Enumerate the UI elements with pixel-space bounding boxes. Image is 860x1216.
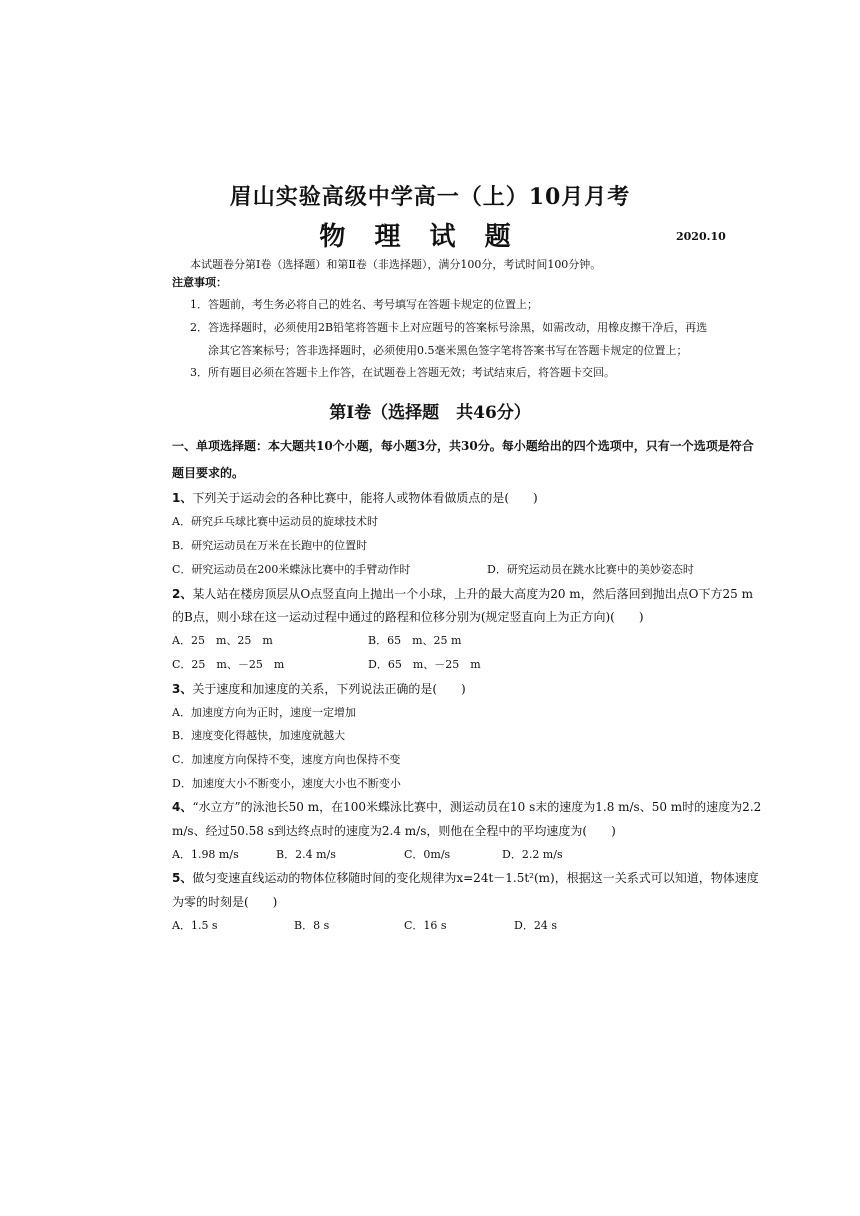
question-stem: 下列关于运动会的各种比赛中，能将人或物体看做质点的是( ) <box>192 491 538 505</box>
notice-item-3: 3．所有题目必须在答题卡上作答，在试题卷上答题无效；考试结束后，将答题卡交回。 <box>190 366 615 379</box>
part-heading-line2: 题目要求的。 <box>172 466 245 480</box>
notice-item-2: 2．答选择题时，必须使用2B铅笔将答题卡上对应题号的答案标号涂黑，如需改动，用橡皮擦干净后，再选 <box>190 321 708 334</box>
question-4 <box>172 798 761 815</box>
q4-option-b: B．2.4 m/s <box>276 848 336 861</box>
part-heading-line1: 一、单项选择题：本大题共10个小题，每小题3分，共30分。每小题给出的四个选项中，只有一个选项是符合 <box>172 439 754 453</box>
question-number: 2、 <box>172 587 193 601</box>
q3-option-b: B．速度变化得越快，加速度就越大 <box>172 729 346 742</box>
question-stem: 关于速度和加速度的关系，下列说法正确的是( ) <box>192 682 466 696</box>
question-3 <box>172 680 466 697</box>
q3-option-c: C．加速度方向保持不变，速度方向也保持不变 <box>172 753 401 766</box>
q3-option-d: D．加速度大小不断变小，速度大小也不断变小 <box>172 777 401 790</box>
q4-option-c: C．0m/s <box>404 848 451 861</box>
q5-option-d: D．24 s <box>514 919 557 932</box>
section-title: 第Ⅰ卷（选择题 共46分） <box>329 403 531 423</box>
exam-school-title: 眉山实验高级中学高一（上）10月月考 <box>229 184 631 210</box>
q2-option-d: D．65 m、－25 m <box>368 658 481 671</box>
exam-intro: 本试题卷分第Ⅰ卷（选择题）和第Ⅱ卷（非选择题），满分100分，考试时间100分钟。 <box>190 258 602 271</box>
exam-date: 2020.10 <box>676 230 726 243</box>
question-stem: “水立方”的泳池长50 m，在100米蝶泳比赛中，测运动员在10 s末的速度为1.8 m/s、50 m时的速度为2.2 <box>192 800 762 814</box>
q2-option-c: C．25 m、－25 m <box>172 658 285 671</box>
q5-option-c: C．16 s <box>404 919 447 932</box>
q2-option-a: A．25 m、25 m <box>172 634 273 647</box>
question-4-cont: m/s、经过50.58 s到达终点时的速度为2.4 m/s，则他在全程中的平均速度为( ) <box>172 824 616 838</box>
question-number: 4、 <box>172 800 193 814</box>
question-stem: 某人站在楼房顶层从O点竖直向上抛出一个小球，上升的最大高度为20 m，然后落回到抛出点O下方25 m <box>192 587 753 601</box>
notice-item-1: 1．答题前，考生务必将自己的姓名、考号填写在答题卡规定的位置上； <box>190 298 538 311</box>
notice-heading: 注意事项： <box>172 276 227 289</box>
question-number: 1、 <box>172 491 193 505</box>
q2-option-b: B．65 m、25 m <box>368 634 462 647</box>
q1-option-a: A．研究乒乓球比赛中运动员的旋球技术时 <box>172 515 378 528</box>
question-5-cont: 为零的时刻是( ) <box>172 895 278 909</box>
question-1 <box>172 489 538 506</box>
question-number: 3、 <box>172 682 193 696</box>
q1-option-b: B．研究运动员在万米在长跑中的位置时 <box>172 539 368 552</box>
q1-option-d: D．研究运动员在跳水比赛中的美妙姿态时 <box>487 563 694 576</box>
question-2 <box>172 585 753 602</box>
exam-subject-title: 物 理 试 题 <box>319 222 521 252</box>
question-2-cont: 的B点，则小球在这一运动过程中通过的路程和位移分别为(规定竖直向上为正方向)( ) <box>172 610 644 624</box>
q3-option-a: A．加速度方向为正时，速度一定增加 <box>172 706 356 719</box>
q1-option-c: C．研究运动员在200米蝶泳比赛中的手臂动作时 <box>172 563 411 576</box>
q4-option-d: D．2.2 m/s <box>502 848 563 861</box>
question-5 <box>172 869 759 886</box>
q5-option-a: A．1.5 s <box>172 919 218 932</box>
question-number: 5、 <box>172 871 193 885</box>
notice-item-2-cont: 涂其它答案标号；答非选择题时，必须使用0.5毫米黑色签字笔将答案书写在答题卡规定的位置上； <box>208 344 688 357</box>
q5-option-b: B．8 s <box>294 919 330 932</box>
q4-option-a: A．1.98 m/s <box>172 848 239 861</box>
question-stem: 做匀变速直线运动的物体位移随时间的变化规律为x=24t－1.5t²(m)，根据这一关系式可以知道，物体速度 <box>192 871 759 885</box>
